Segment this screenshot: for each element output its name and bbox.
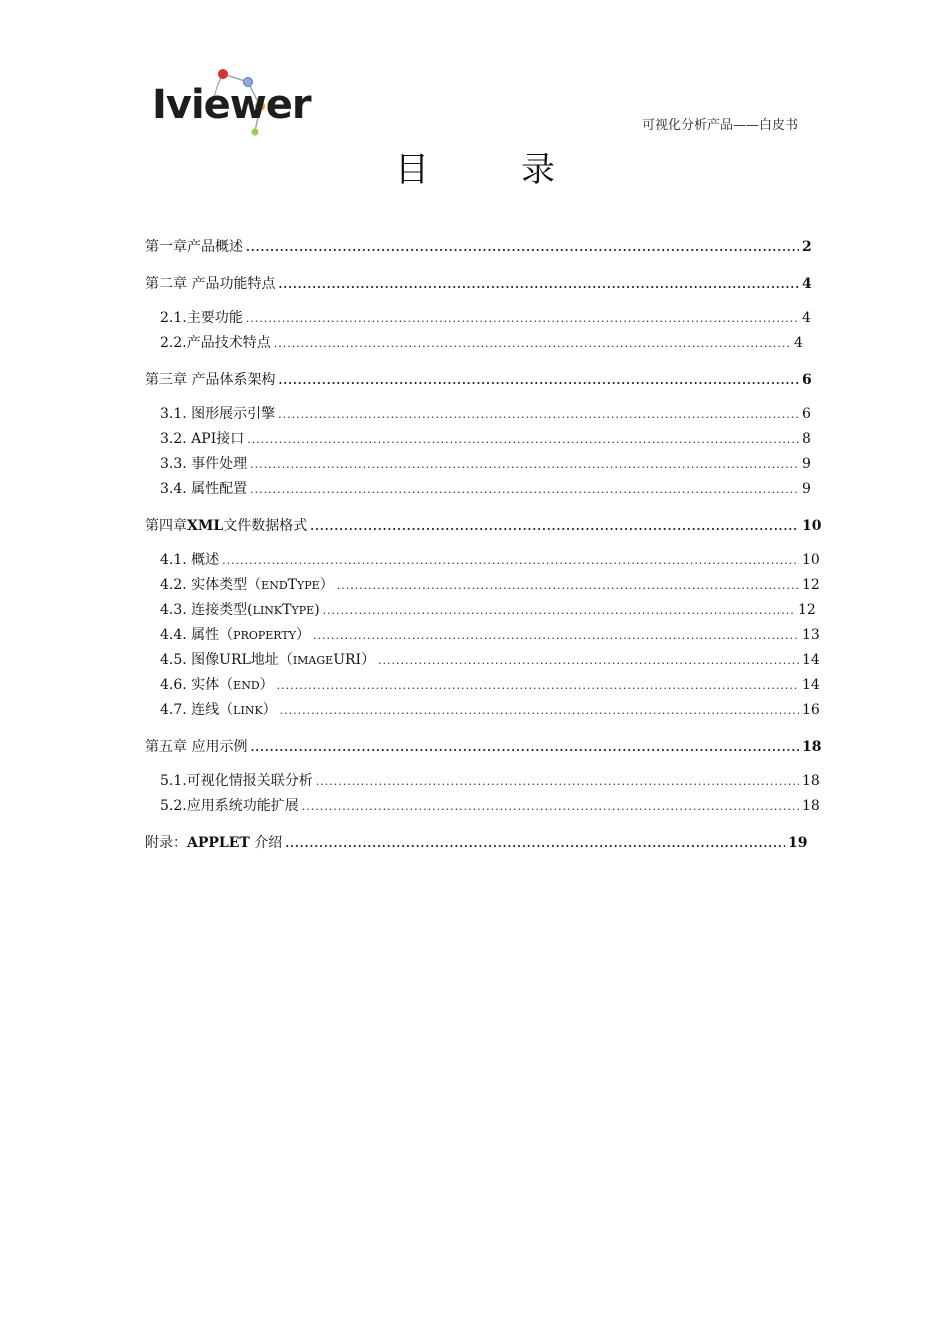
dot-leader: [280, 704, 799, 717]
page-number: 18: [802, 773, 820, 789]
page-number: 14: [802, 677, 820, 693]
dot-leader: [278, 374, 799, 387]
dot-leader: [250, 458, 799, 471]
dot-leader: [323, 604, 795, 617]
toc-entry-chapter-2[interactable]: 第二章 产品功能特点 ..... 4: [145, 273, 810, 298]
page-number: 10: [802, 552, 820, 568]
page-number: 16: [802, 702, 820, 718]
iviewer-logo: [150, 66, 325, 138]
toc-entry-chapter-5[interactable]: 第五章 应用示例 ..... 18: [145, 736, 810, 761]
toc-entry-4-7[interactable]: 4.7. 连线（ LINK ） ..... 16: [145, 699, 810, 724]
page-number: 4: [802, 310, 811, 326]
toc-entry-chapter-4[interactable]: 第四章 XML 文件数据格式 ..... 10: [145, 515, 810, 540]
page-number: 18: [802, 798, 820, 814]
dot-leader: [250, 741, 799, 754]
toc-entry-4-2[interactable]: 4.2. 实体类型（ END T YPE ） ..... 12: [145, 574, 810, 599]
dot-leader: [316, 775, 799, 788]
dot-leader: [302, 800, 799, 813]
page-number: 8: [802, 431, 811, 447]
toc-entry-3-4[interactable]: 3.4. 属性配置 ..... 9: [145, 478, 810, 503]
page-number: 13: [802, 627, 820, 643]
header-subtitle: 可视化分析产品——白皮书: [641, 118, 798, 133]
toc-entry-appendix[interactable]: 附录： APPLET 介绍 ..... 19: [145, 832, 810, 857]
dot-leader: [250, 483, 799, 496]
toc-entry-5-2[interactable]: 5.2. 应用系统功能扩展 ..... 18: [145, 795, 810, 820]
page-number: 4: [794, 335, 803, 351]
toc-entry-4-1[interactable]: 4.1. 概述 ..... 10: [145, 549, 810, 574]
page-number: 18: [802, 739, 822, 755]
toc-entry-5-1[interactable]: 5.1. 可视化情报关联分析 ..... 18: [145, 770, 810, 795]
toc-entry-4-4[interactable]: 4.4. 属性（ PROPERTY ） ..... 13: [145, 624, 810, 649]
page-number: 6: [802, 406, 811, 422]
page-number: 14: [802, 652, 820, 668]
page-number: 10: [802, 518, 822, 534]
page-number: 9: [802, 456, 811, 472]
dot-leader: [246, 312, 799, 325]
page-number: 19: [788, 835, 808, 851]
dot-leader: [277, 679, 799, 692]
toc-entry-4-6[interactable]: 4.6. 实体（ END ） ..... 14: [145, 674, 810, 699]
page-number: 4: [802, 276, 812, 292]
logo-text: Iviewer: [152, 82, 311, 128]
dot-leader: [310, 520, 799, 533]
dot-leader: [247, 433, 799, 446]
page-number: 9: [802, 481, 811, 497]
toc-entry-3-3[interactable]: 3.3. 事件处理 ..... 9: [145, 453, 810, 478]
toc-entry-2-1[interactable]: 2.1. 主要功能 ..... 4: [145, 307, 810, 332]
dot-leader: [278, 278, 799, 291]
page-title: 目录: [395, 150, 647, 190]
dot-leader: [313, 629, 799, 642]
dot-leader: [278, 408, 799, 421]
dot-leader: [337, 579, 799, 592]
toc-entry-chapter-3[interactable]: 第三章 产品体系架构 ..... 6: [145, 369, 810, 394]
toc-entry-chapter-1[interactable]: 第一章 产品概述 ..... 2: [145, 236, 810, 261]
dot-leader: [274, 337, 791, 350]
toc-entry-2-2[interactable]: 2.2. 产品技术特点 ..... 4: [145, 332, 810, 357]
page-number: 2: [802, 239, 812, 255]
table-of-contents: [145, 236, 822, 857]
dot-leader: [246, 241, 799, 254]
toc-entry-3-1[interactable]: 3.1. 图形展示引擎 ..... 6: [145, 403, 810, 428]
toc-entry-3-2[interactable]: 3.2. API接口 ..... 8: [145, 428, 810, 453]
dot-leader: [222, 554, 799, 567]
dot-leader: [378, 654, 799, 667]
page-number: 12: [802, 577, 820, 593]
toc-entry-4-5[interactable]: 4.5. 图像URL地址（ IMAGE URI ） ..... 14: [145, 649, 810, 674]
page-number: 12: [798, 602, 816, 618]
dot-leader: [285, 837, 785, 850]
toc-entry-4-3[interactable]: 4.3. 连接类型( LINK T YPE ) ..... 12: [145, 599, 810, 624]
page-number: 6: [802, 372, 812, 388]
